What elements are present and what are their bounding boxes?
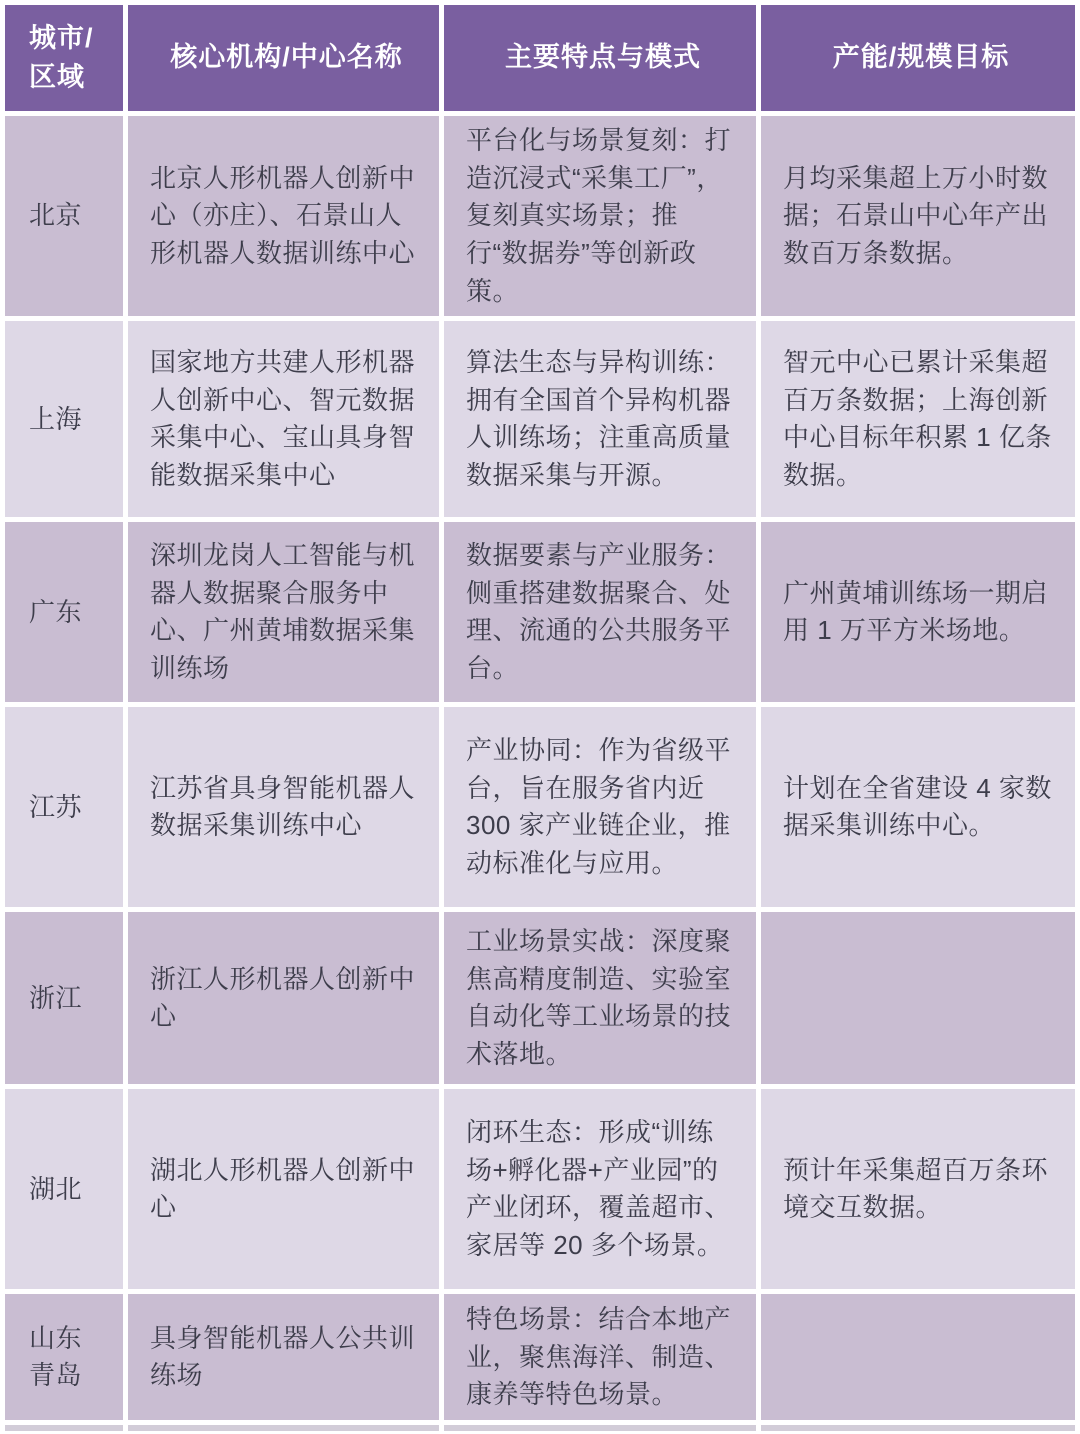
table-row-hubei [5, 1089, 1075, 1289]
city-cell: 山东青岛 [5, 1294, 123, 1420]
org-cell: 湖北人形机器人创新中心 [128, 1089, 439, 1289]
target-cell: 月均采集超上万小时数据；石景山中心年产出数百万条数据。 [761, 116, 1075, 316]
features-cell: 产业协同：作为省级平台，旨在服务省内近 300 家产业链企业，推动标准化与应用。 [444, 707, 756, 907]
target-cell: 广州黄埔训练场一期启用 1 万平方米场地。 [761, 522, 1075, 702]
table-row-beijing [5, 116, 1075, 316]
table-row-shanghai [5, 321, 1075, 517]
column-header-capacity-target: 产能/规模目标 [761, 5, 1075, 111]
org-cell: 国家地方共建人形机器人创新中心、智元数据采集中心、宝山具身智能数据采集中心 [128, 321, 439, 517]
sliver-cell [5, 1425, 123, 1431]
org-cell: 深圳龙岗人工智能与机器人数据聚合服务中心、广州黄埔数据采集训练场 [128, 522, 439, 702]
header-row [5, 5, 1075, 111]
cutoff-next-row-sliver [5, 1425, 1075, 1431]
org-cell: 具身智能机器人公共训练场 [128, 1294, 439, 1420]
target-cell [761, 912, 1075, 1084]
sliver-cell [761, 1425, 1075, 1431]
target-cell: 计划在全省建设 4 家数据采集训练中心。 [761, 707, 1075, 907]
target-cell [761, 1294, 1075, 1420]
city-cell: 上海 [5, 321, 123, 517]
city-cell: 江苏 [5, 707, 123, 907]
city-cell: 北京 [5, 116, 123, 316]
features-cell: 特色场景：结合本地产业，聚焦海洋、制造、康养等特色场景。 [444, 1294, 756, 1420]
column-header-features-mode: 主要特点与模式 [444, 5, 756, 111]
features-cell: 工业场景实战：深度聚焦高精度制造、实验室自动化等工业场景的技术落地。 [444, 912, 756, 1084]
features-cell: 数据要素与产业服务：侧重搭建数据聚合、处理、流通的公共服务平台。 [444, 522, 756, 702]
target-cell: 预计年采集超百万条环境交互数据。 [761, 1089, 1075, 1289]
table-row-shandong-qingdao [5, 1294, 1075, 1420]
target-cell: 智元中心已累计采集超百万条数据；上海创新中心目标年积累 1 亿条数据。 [761, 321, 1075, 517]
sliver-cell [128, 1425, 439, 1431]
table-row-jiangsu [5, 707, 1075, 907]
org-cell: 北京人形机器人创新中心（亦庄）、石景山人形机器人数据训练中心 [128, 116, 439, 316]
org-cell: 江苏省具身智能机器人数据采集训练中心 [128, 707, 439, 907]
features-cell: 平台化与场景复刻：打造沉浸式“采集工厂”，复刻真实场景；推行“数据券”等创新政策。 [444, 116, 756, 316]
city-cell: 浙江 [5, 912, 123, 1084]
org-cell: 浙江人形机器人创新中心 [128, 912, 439, 1084]
city-cell: 广东 [5, 522, 123, 702]
sliver-cell [444, 1425, 756, 1431]
city-cell: 湖北 [5, 1089, 123, 1289]
table-row-zhejiang [5, 912, 1075, 1084]
features-cell: 算法生态与异构训练：拥有全国首个异构机器人训练场；注重高质量数据采集与开源。 [444, 321, 756, 517]
table-row-guangdong [5, 522, 1075, 702]
column-header-core-institution: 核心机构/中心名称 [128, 5, 439, 111]
features-cell: 闭环生态：形成“训练场+孵化器+产业园”的产业闭环，覆盖超市、家居等 20 多个场景。 [444, 1089, 756, 1289]
column-header-city-region: 城市/区域 [5, 5, 123, 111]
